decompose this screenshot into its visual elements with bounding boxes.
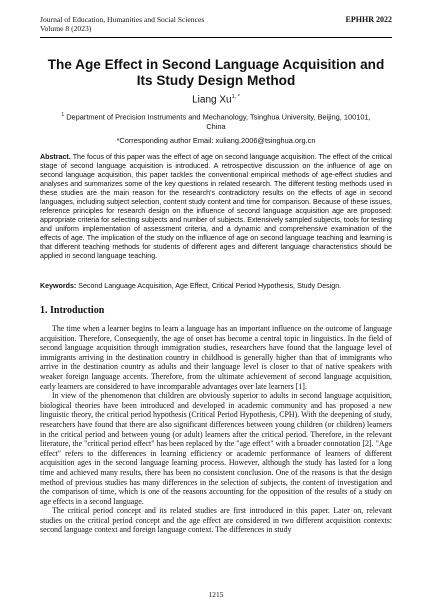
author-line — [0, 94, 432, 105]
author-marks: 1, * — [231, 94, 240, 100]
volume-label: Volume 8 (2023) — [40, 24, 92, 33]
keywords — [40, 282, 392, 291]
abstract — [40, 153, 392, 261]
keywords-text: Second Language Acquisition, Age Effect, Critical Period Hypothesis, Study Design. — [78, 282, 342, 290]
paragraph: The critical period concept and its related studies are first introduced in this paper. Later on, relevant studies on the critical period concept and the age effect are considered in two different acquisition contexts: second language context and foreign language context. The differences in study — [40, 506, 392, 535]
corresponding-author: *Corresponding author Email: xuliang.2006@tsinghua.org.cn — [116, 136, 316, 145]
section-body — [40, 324, 392, 535]
paper-title: The Age Effect in Second Language Acquisition and Its Study Design Method — [47, 57, 385, 88]
affiliation-mark: 1 — [61, 112, 65, 118]
paragraph: In view of the phenomenon that children are obviously superior to adults in second language acquisition, biological theories have been introduced and developed in academic community and has proposed a new linguistic theory, the critical period hypothesis (Critical Period Hypothesis, CPH). With the deepening of study, researchers have found that there are also significant differences between young children (or children) learners in the critical period and between young (or adult) learners after the critical period. Therefore, in the relevant literature, the "critical period effect" has been replaced by the "age effect" with a broader connotation [2]. "Age effect" refers to the differences in learning efficiency or academic performance of learners of different acquisition ages in the second language learning process. However, although the study has lasted for a long time and achieved many results, there has been no consistent conclusion. One of the reasons is that the design method of previous studies has many differences in the selection of subjects, the content of investigation and the comparison of time, which is one of the reasons accounting for the opposition of the results of a study on age effects in a second language. — [40, 391, 392, 506]
header-rule — [40, 37, 392, 38]
author-name: Liang Xu — [192, 94, 232, 106]
keywords-label: Keywords: — [40, 282, 77, 290]
abstract-label: Abstract. — [40, 153, 71, 161]
abstract-text: The focus of this paper was the effect of age on second language acquisition. The effect of the critical stage of second language acquisition is introduced. A retrospective discussion on the influence of age on second language acquisition, this paper tackles the conventional empirical methods of age-effect studies and analyses and summarizes some of the key questions in related research. The different testing methods used in these studies are the main reason for the research's contradictory results on the effects of age in second languages, including subject selection, content study content and time for comparison. Because of these issues, reference principles for research design on the influence of second language acquisition age are proposed: appropriate criteria for selecting subjects and number of subjects. Extensively sampled subjects, tools for testing and uniform implementation of assessment criteria, and a dynamic and comprehensive examination of the effects of age. The implication of the study on the influence of age on second language teaching and learning is that different teaching methods for students of different ages and different language characteristics should be applied in second language teaching. — [40, 153, 393, 260]
section-heading: 1. Introduction — [40, 305, 105, 316]
page-number: 1215 — [208, 590, 224, 599]
conference-label: EPHHR 2022 — [345, 15, 392, 24]
affiliation — [60, 111, 372, 131]
journal-name: Journal of Education, Humanities and Social Sciences — [40, 15, 205, 24]
affiliation-text: Department of Precision Instruments and Mechanology, Tsinghua University, Beijing, 100101, China — [66, 112, 371, 131]
paragraph: The time when a learner begins to learn a language has an important influence on the outcome of language acquisition. Therefore, Consequently, the age of onset has become a central topic in linguistics. In the field of second language acquisition through immigration studies, researchers have found that the language level of immigrants arriving in the destination country in childhood is generally higher than that of immigrants who arrive in the destination country as adults and their language level is closer to that of native speakers with weaker foreign language accents. Therefore, from the ultimate achievement of second language acquisition, early learners are considered to have incomparable advantages over late learners [1]. — [40, 324, 392, 391]
